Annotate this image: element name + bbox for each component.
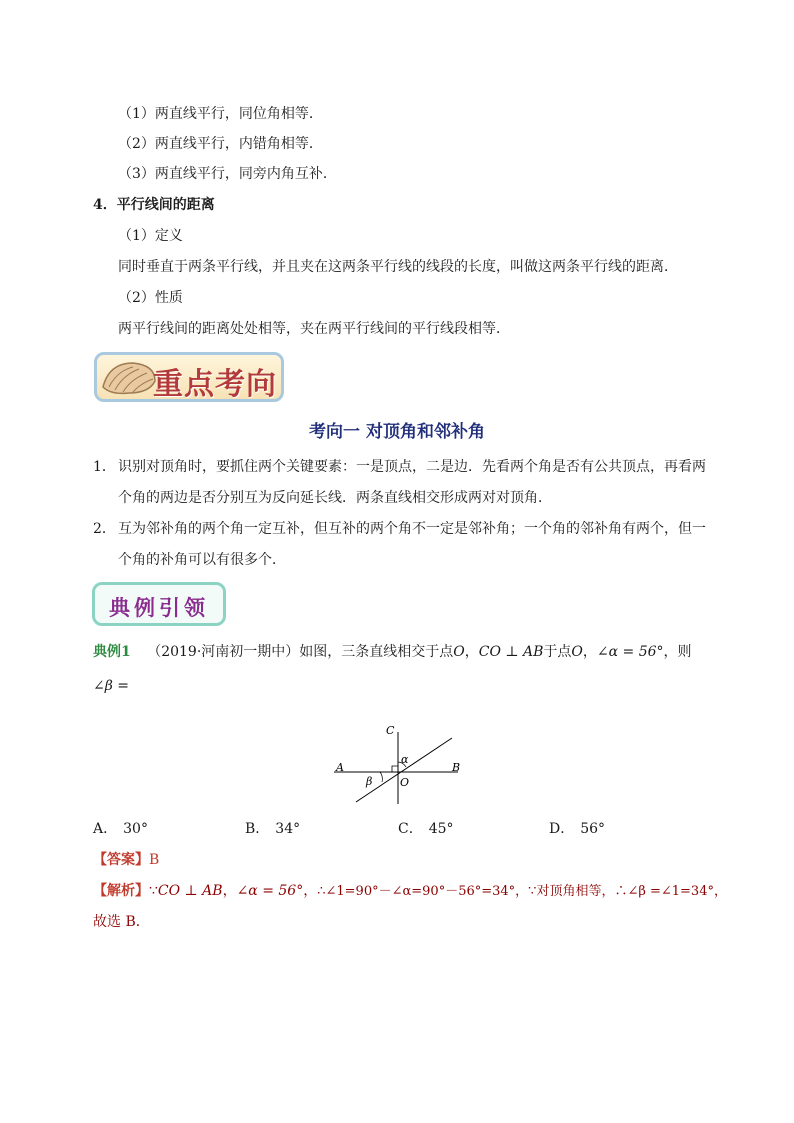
option-b[interactable] (245, 820, 300, 838)
option-d[interactable] (549, 820, 605, 838)
option-a-letter: A． (93, 821, 118, 837)
label-c: C (386, 724, 395, 737)
option-c-letter: C． (398, 821, 423, 837)
separator: ， (464, 644, 479, 660)
option-b-letter: B． (245, 821, 270, 837)
definition-text: 同时垂直于两条平行线，并且夹在这两条平行线的线段的长度，叫做这两条平行线的距离． (118, 259, 678, 275)
property-3: （3）两直线平行，同旁内角互补． (118, 166, 337, 182)
property-label: （2）性质 (118, 290, 183, 306)
option-d-letter: D． (549, 821, 575, 837)
answer-line (93, 851, 159, 869)
option-a-value: 30° (123, 821, 148, 837)
geometry-figure (326, 718, 466, 808)
point-1-line1: 识别对顶角时，要抓住两个关键要素：一是顶点，二是边．先看两个角是否有公共顶点，再看两 (118, 459, 706, 475)
analysis-alpha: ∠α = 56° (236, 883, 304, 899)
section-title: 考向一 对顶角和邻补角 (309, 422, 485, 442)
point-1-number: 1． (93, 459, 116, 475)
alpha-equation: ∠α = 56° (596, 644, 664, 660)
property-2: （2）两直线平行，内错角相等． (118, 136, 323, 152)
option-d-value: 56° (580, 821, 606, 837)
analysis-sep: ， (222, 883, 237, 899)
banner-title: 重点考向 (153, 367, 277, 402)
key-focus-banner (94, 352, 284, 402)
point-2-line2: 个角的补角可以有很多个． (118, 552, 286, 568)
label-a: A (336, 761, 344, 774)
because-symbol: ∵ (149, 883, 158, 899)
point-o: O (453, 644, 465, 660)
example-badge (92, 582, 226, 626)
beta-arc (380, 772, 382, 782)
option-c[interactable] (398, 820, 454, 838)
badge-title: 典例引领 (109, 596, 209, 620)
analysis-conclusion: 故选 B． (93, 914, 150, 930)
analysis-perp: CO ⊥ AB (157, 883, 223, 899)
seashell-icon (99, 357, 159, 399)
at-point-text: 于点 (543, 644, 572, 660)
analysis-line (93, 882, 727, 901)
definition-label: （1）定义 (118, 228, 183, 244)
separator-2: ， (582, 644, 597, 660)
analysis-sep-2: ， (303, 883, 318, 899)
example-label: 典例1 (93, 644, 131, 660)
option-c-value: 45° (428, 821, 454, 837)
property-text: 两平行线间的距离处处相等，夹在两平行线间的平行线段相等． (118, 321, 510, 337)
then-text: ，则 (663, 644, 692, 660)
option-b-value: 34° (275, 821, 301, 837)
analysis-calc: ∴∠1=90°－∠α=90°－56°=34°，∵对顶角相等，∴∠β =∠1=34°， (317, 884, 727, 899)
point-2-line1: 互为邻补角的两个角一定互补，但互补的两个角不一定是邻补角；一个角的邻补角有两个，但一 (118, 521, 706, 537)
property-1: （1）两直线平行，同位角相等． (118, 106, 323, 122)
point-1-line2: 个角的两边是否分别互为反向延长线．两条直线相交形成两对对顶角． (118, 490, 552, 506)
label-beta: β (366, 775, 373, 788)
label-alpha: α (401, 753, 409, 766)
analysis-label: 【解析】 (93, 883, 149, 899)
perp-expression: CO ⊥ AB (478, 644, 544, 660)
distance-heading: 4．平行线间的距离 (93, 197, 215, 213)
right-angle-mark (392, 766, 398, 772)
label-b: B (452, 761, 461, 774)
beta-question: ∠β = (93, 678, 130, 694)
oblique-line (356, 738, 452, 802)
point-o-2: O (571, 644, 583, 660)
answer-value: B (149, 852, 160, 868)
point-2-number: 2． (93, 521, 116, 537)
example-question (93, 643, 692, 661)
example-source: （2019·河南初一期中）如图，三条直线相交于点 (147, 644, 454, 660)
option-a[interactable] (93, 820, 148, 838)
label-o: O (400, 776, 410, 789)
answer-label: 【答案】 (93, 852, 149, 868)
